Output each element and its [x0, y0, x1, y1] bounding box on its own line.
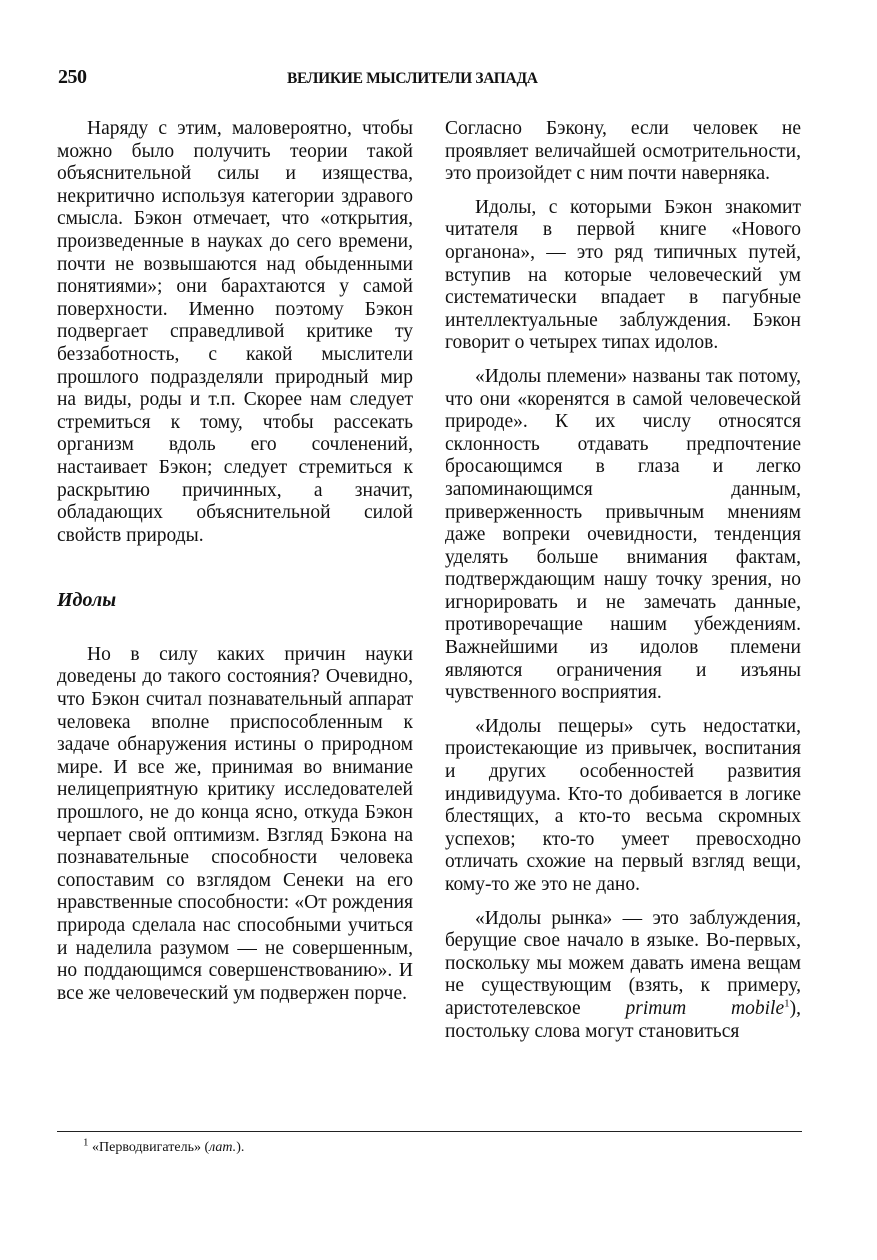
footnote-text: «Перводвигатель» (	[88, 1140, 210, 1155]
footnote-abbreviation: лат.	[209, 1140, 237, 1155]
left-column	[57, 118, 413, 1016]
paragraph	[445, 908, 801, 1044]
paragraph: Наряду с этим, маловероятно, чтобы можно было получить теории такой объяснительной силы и изящества, некритично используя категории здравого смысла. Бэкон отмечает, что «открытия, произведенные в науках до сего времени, почти не возвышаются над обыденными понятиями»; они барахтаются у самой поверхности. Именно поэтому Бэкон подвергает справедливой критике ту беззаботность, с какой мыслители прошлого подразделяли природный мир на виды, роды и т.п. Скорее нам следует стремиться к тому, чтобы рассекать организм вдоль его сочленений, настаивает Бэкон; следует стремиться к раскрытию причинных, а значит, обладающих объяснительной силой свойств природы.	[57, 118, 413, 546]
footnote-reference: 1	[784, 997, 790, 1010]
footnote-divider	[57, 1131, 802, 1132]
paragraph: Идолы, с которыми Бэкон знакомит читателя в первой книге «Нового органона», — это ряд типичных путей, вступив на которые человеческий ум систематически впадает в пагубные интеллектуальные заблуждения. Бэкон говорит о четырех типах идолов.	[445, 196, 801, 354]
running-title: ВЕЛИКИЕ МЫСЛИТЕЛИ ЗАПАДА	[287, 70, 538, 87]
paragraph: Согласно Бэкону, если человек не проявляет величайшей осмотрительности, это произойдет с ним почти наверняка.	[445, 118, 801, 185]
paragraph: «Идолы пещеры» суть недостатки, проистекающие из привычек, воспитания и других особенностей развития индивидуума. Кто-то добивается в логике блестящих, а кто-то весьма скромных успехов; кто-то умеет превосходно отличать схожие на первый взгляд вещи, кому-то же это не дано.	[445, 715, 801, 895]
paragraph: Но в силу каких причин науки доведены до такого состояния? Очевидно, что Бэкон считал познавательный аппарат человека вполне приспособленным к задаче обнаружения истины о природном мире. И все же, принимая во внимание нелицеприятную критику исследователей прошлого, не до конца ясно, откуда Бэкон черпает свой оптимизм. Взгляд Бэкона на познавательные способности человека сопоставим со взглядом Сенеки на его нравственные способности: «От рождения природа сделала нас способными учиться и наделила разумом — не совершенным, но поддающимся совершенствованию». И все же человеческий ум подвержен порче.	[57, 643, 413, 1004]
right-column	[445, 118, 801, 1054]
latin-term: primum mobile	[625, 997, 785, 1019]
section-heading: Идолы	[57, 589, 117, 612]
paragraph: «Идолы племени» названы так потому, что они «коренятся в самой человеческой природе». К их числу относятся склонность отдавать предпочтение бросающимся в глаза и легко запоминающимся данным, приверженность привычным мнениям даже вопреки очевидности, тенденция уделять больше внимания фактам, подтверждающим нашу точку зрения, но игнорировать и не замечать данные, противоречащие нашим убеждениям. Важнейшими из идолов племени являются ограничения и изъяны чувственного восприятия.	[445, 365, 801, 704]
footnote-marker: 1	[83, 1136, 89, 1149]
footnote-text-end: ).	[236, 1140, 245, 1155]
paragraph-text: ), постольку слова могут становиться	[445, 997, 801, 1042]
page-number: 250	[58, 66, 87, 88]
paragraph-text: «Идолы рынка» — это заблуждения, берущие свое начало в языке. Во-первых, поскольку мы можем давать имена вещам не существующим (взять, к примеру, аристотелевское	[445, 907, 801, 1019]
footnote	[83, 1136, 245, 1156]
